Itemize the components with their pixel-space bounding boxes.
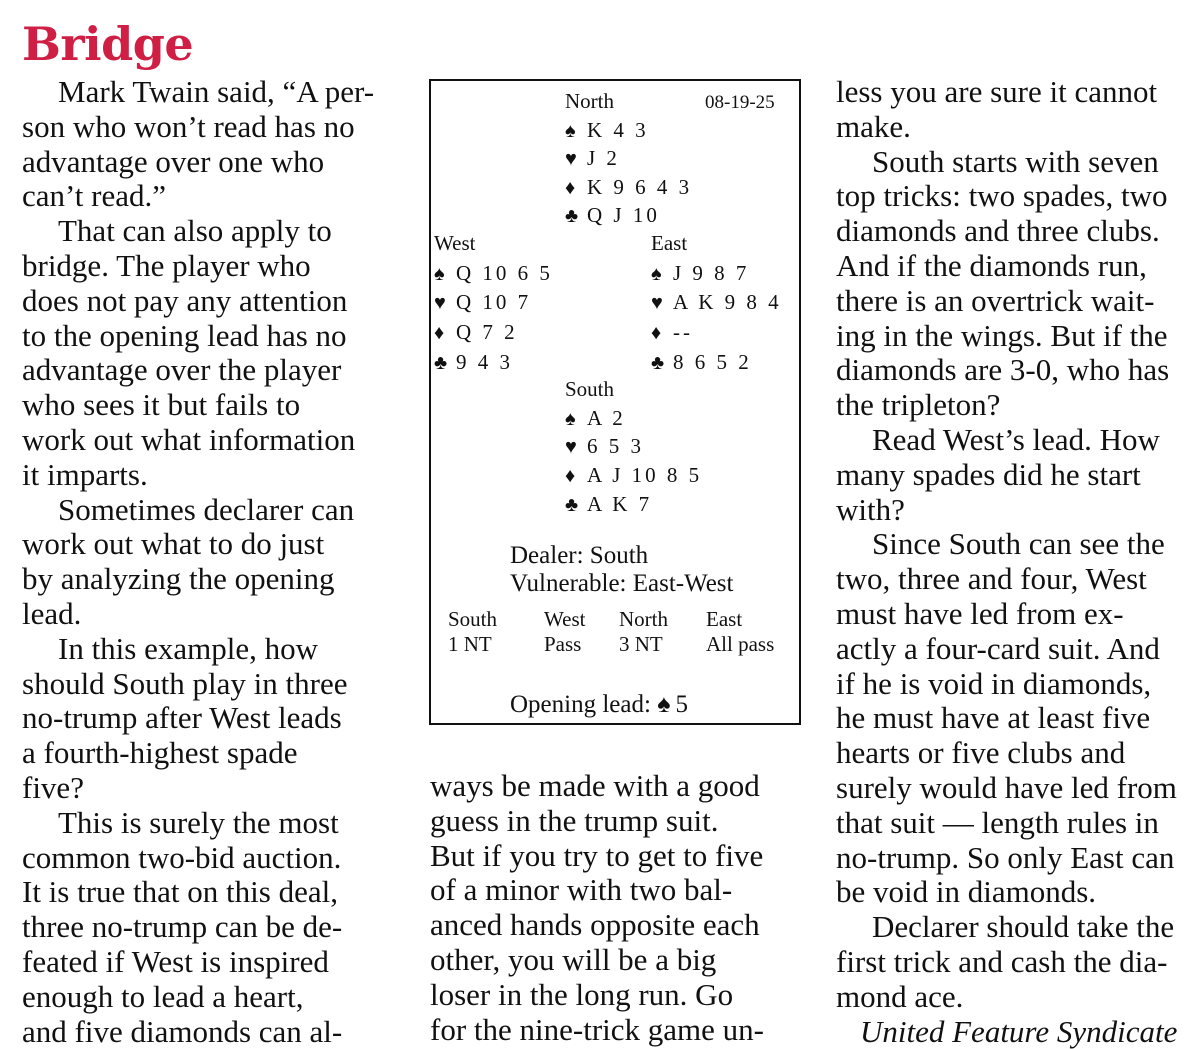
south-spades: ♠ A 2	[565, 406, 626, 430]
text-line: there is an overtrick wait-	[836, 282, 1155, 318]
diamond-icon: ♦	[434, 322, 445, 344]
text-line: by analyzing the opening	[22, 561, 335, 597]
south-label: South	[565, 377, 615, 401]
text-line: work out what information	[22, 421, 356, 457]
bidding-header-south: South	[448, 607, 498, 631]
south-clubs: ♣ A K 7	[565, 492, 653, 516]
north-spades: ♠ K 4 3	[565, 118, 649, 142]
diamond-icon: ♦	[565, 177, 576, 199]
text-line: work out what to do just	[22, 526, 325, 562]
text-line: no-trump. So only East can	[836, 839, 1175, 875]
north-label: North	[565, 89, 614, 113]
text-line: ing in the wings. But if the	[836, 317, 1168, 353]
bridge-diagram	[429, 79, 801, 725]
north-diamonds: ♦ K 9 6 4 3	[565, 175, 693, 199]
text-line: diamonds and three clubs.	[836, 213, 1160, 249]
west-label: West	[434, 231, 476, 255]
text-line: advantage over the player	[22, 352, 342, 388]
bidding-header-west: West	[544, 607, 586, 631]
text-line: must have led from ex-	[836, 595, 1124, 631]
text-line: But if you try to get to five	[430, 837, 764, 873]
text-line: should South play in three	[22, 665, 348, 701]
page-title: Bridge	[22, 17, 194, 71]
text-line: can’t read.”	[22, 178, 166, 214]
text-line: This is surely the most	[58, 804, 339, 840]
north-clubs: ♣ Q J 10	[565, 203, 660, 227]
east-label: East	[651, 231, 688, 255]
text-line: South starts with seven	[872, 143, 1159, 179]
text-line: and five diamonds can al-	[22, 1013, 343, 1049]
text-line: Since South can see the	[872, 526, 1165, 562]
text-line: It is true that on this deal,	[22, 874, 338, 910]
text-line: advantage over one who	[22, 143, 325, 179]
text-line: diamonds are 3-0, who has	[836, 352, 1170, 388]
bid-west: Pass	[544, 632, 582, 656]
text-line: does not pay any attention	[22, 282, 348, 318]
text-line: first trick and cash the dia-	[836, 943, 1168, 979]
spade-icon: ♠	[434, 263, 445, 285]
text-line: Sometimes declarer can	[58, 491, 355, 527]
credit-line: United Feature Syndicate	[860, 1013, 1178, 1049]
text-line: son who won’t read has no	[22, 108, 355, 144]
east-clubs: ♣ 8 6 5 2	[651, 350, 752, 374]
text-line: less you are sure it cannot	[836, 74, 1158, 109]
text-line: surely would have led from	[836, 769, 1177, 805]
west-diamonds: ♦ Q 7 2	[434, 320, 518, 344]
text-line: And if the diamonds run,	[836, 247, 1147, 283]
text-line: no-trump after West leads	[22, 700, 342, 736]
north-hearts: ♥ J 2	[565, 146, 620, 170]
spade-icon: ♠	[651, 263, 662, 285]
text-line: anced hands opposite each	[430, 907, 760, 943]
text-line: Mark Twain said, “A per-	[58, 74, 375, 109]
bid-east: All pass	[706, 632, 775, 656]
text-line: two, three and four, West	[836, 561, 1147, 597]
text-line: who sees it but fails to	[22, 387, 301, 423]
dealer-text: Dealer: South	[510, 542, 649, 569]
text-line: feated if West is inspired	[22, 943, 329, 979]
text-line: top tricks: two spades, two	[836, 178, 1168, 214]
diamond-icon: ♦	[565, 465, 576, 487]
club-icon: ♣	[651, 352, 665, 374]
text-line: many spades did he start	[836, 456, 1141, 492]
spade-icon: ♠	[657, 691, 671, 718]
text-line: hearts or five clubs and	[836, 735, 1126, 771]
club-icon: ♣	[565, 205, 579, 227]
text-line: Read West’s lead. How	[872, 421, 1160, 457]
diamond-icon: ♦	[651, 322, 662, 344]
text-line: bridge. The player who	[22, 247, 311, 283]
text-line: enough to lead a heart,	[22, 978, 304, 1014]
west-spades: ♠ Q 10 6 5	[434, 261, 553, 285]
text-line: make.	[836, 108, 911, 144]
club-icon: ♣	[434, 352, 448, 374]
text-line: with?	[836, 491, 905, 527]
spade-icon: ♠	[565, 120, 576, 142]
east-hearts: ♥ A K 9 8 4	[651, 290, 782, 314]
vulnerable-text: Vulnerable: East-West	[510, 570, 734, 597]
west-hearts: ♥ Q 10 7	[434, 290, 532, 314]
text-line: mond ace.	[836, 978, 964, 1014]
west-clubs: ♣ 9 4 3	[434, 350, 513, 374]
diagram-date: 08-19-25	[705, 92, 775, 113]
text-line: other, you will be a big	[430, 941, 717, 977]
text-line: Declarer should take the	[872, 909, 1175, 945]
text-line: In this example, how	[58, 630, 319, 666]
opening-lead: Opening lead: ♠ 5	[510, 691, 688, 718]
text-line: ways be made with a good	[430, 768, 760, 803]
text-line: guess in the trump suit.	[430, 802, 719, 838]
heart-icon: ♥	[565, 436, 577, 458]
text-line: he must have at least five	[836, 700, 1151, 736]
east-spades: ♠ J 9 8 7	[651, 261, 750, 285]
text-line: that suit — length rules in	[836, 804, 1159, 840]
text-line: five?	[22, 769, 84, 805]
bid-north: 3 NT	[619, 632, 663, 656]
text-line: it imparts.	[22, 456, 148, 492]
text-line: if he is void in diamonds,	[836, 665, 1152, 701]
heart-icon: ♥	[651, 292, 663, 314]
bidding-header-north: North	[619, 607, 668, 631]
text-line: for the nine-trick game un-	[430, 1011, 764, 1047]
text-line: be void in diamonds.	[836, 874, 1097, 910]
heart-icon: ♥	[565, 148, 577, 170]
club-icon: ♣	[565, 494, 579, 516]
article-column-2	[430, 769, 764, 1047]
bidding-header-east: East	[706, 607, 743, 631]
text-line: to the opening lead has no	[22, 317, 347, 353]
south-diamonds: ♦ A J 10 8 5	[565, 463, 703, 487]
text-line: three no-trump can be de-	[22, 909, 343, 945]
spade-icon: ♠	[565, 408, 576, 430]
article-column-3	[836, 75, 1177, 1049]
south-hearts: ♥ 6 5 3	[565, 434, 644, 458]
text-line: a fourth-highest spade	[22, 735, 298, 771]
text-line: of a minor with two bal-	[430, 872, 733, 908]
bid-south: 1 NT	[448, 632, 492, 656]
text-line: common two-bid auction.	[22, 839, 342, 875]
text-line: lead.	[22, 595, 82, 631]
article-column-1	[22, 75, 374, 1049]
text-line: the tripleton?	[836, 387, 1001, 423]
east-diamonds: ♦ --	[651, 320, 693, 344]
text-line: actly a four-card suit. And	[836, 630, 1160, 666]
text-line: loser in the long run. Go	[430, 976, 734, 1012]
heart-icon: ♥	[434, 292, 446, 314]
text-line: That can also apply to	[58, 213, 332, 249]
